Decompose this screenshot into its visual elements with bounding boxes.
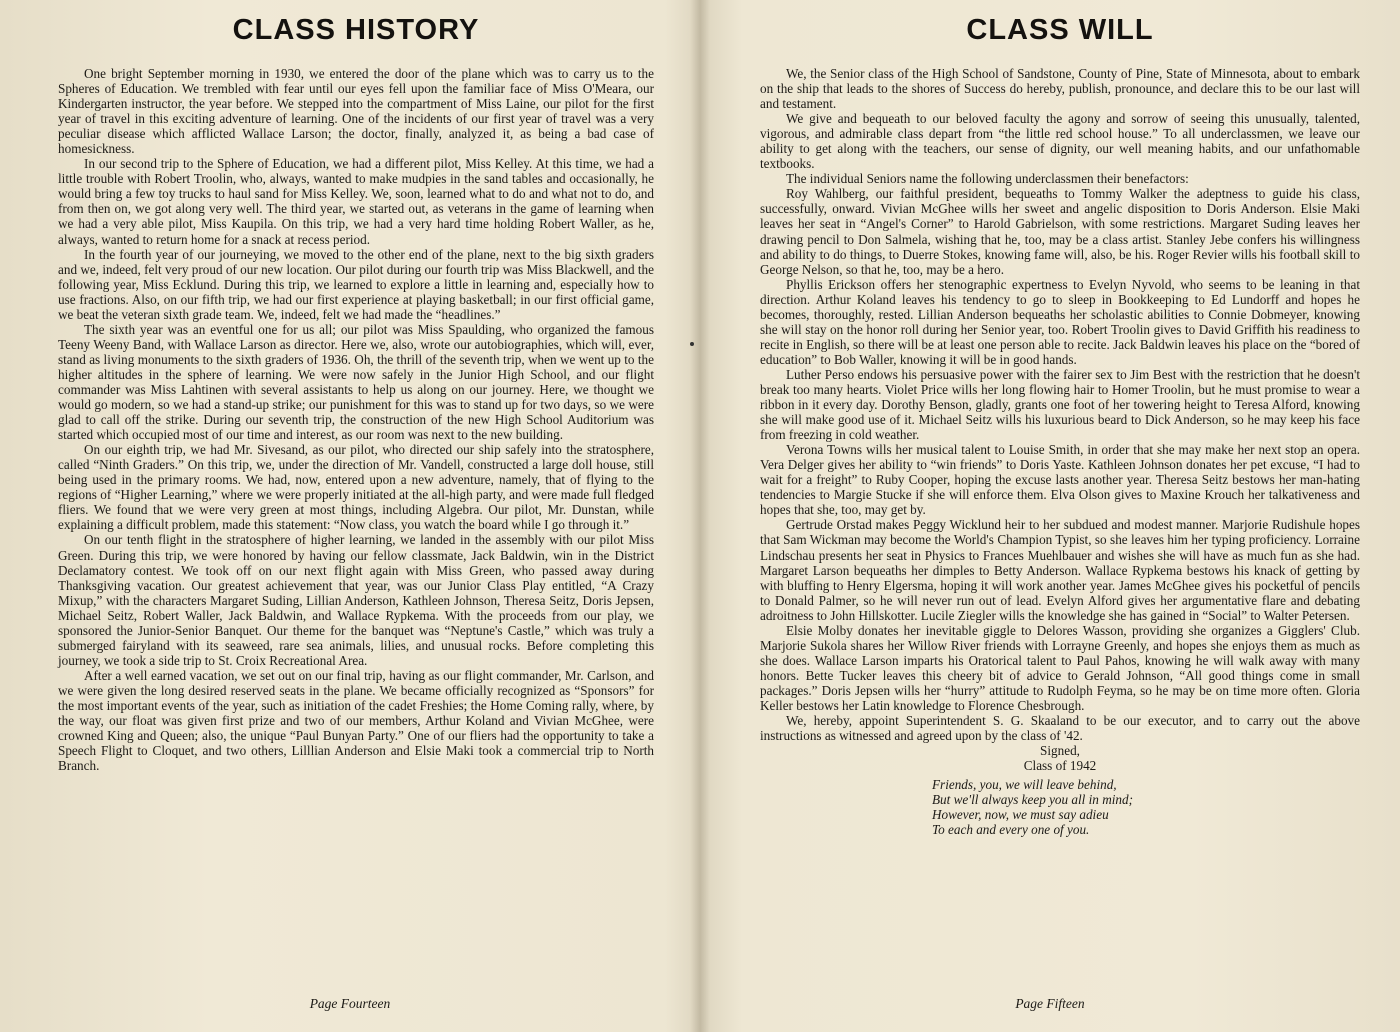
paragraph: One bright September morning in 1930, we entered the door of the plane which was to carry us to the Spheres of Education. We trembled with fear until our eyes fell upon the familiar face of Miss O'Meara, our Kindergarten instructor, the year before. We stepped into the compartment of Miss Laine, our pilot for the first year of travel in this exciting adventure of learning. One of the incidents of our first year of travel was a very peculiar disease which afflicted Wallace Larson; the doctor, finally, analyzed it, as being a bad case of homesickness. <box>58 66 654 157</box>
paragraph: We, hereby, appoint Superintendent S. G. Skaaland to be our executor, and to carry out the above instructions as witnessed and agreed upon by the class of '42. <box>760 713 1360 744</box>
page-number-right: Page Fifteen <box>1015 996 1085 1011</box>
poem-line: However, now, we must say adieu <box>932 807 1109 823</box>
right-page <box>700 0 1400 1032</box>
paragraph: Elsie Molby donates her inevitable giggle to Delores Wasson, providing she organizes a Gigglers' Club. Marjorie Sukola shares her Willow River friends with Lorrayne Greenly, and hopes she enjoys them as much as she does. Wallace Larson imparts his Oratorical talent to Paul Pahos, knowing he will walk away with many honors. Bette Tucker leaves this cheery bit of advice to Gerald Johnson, “All good things come in small packages.” Doris Jepsen wills her “hurry” attitude to Rudolph Feyma, so he may be on time more often. Gloria Keller bestows her Latin knowledge to Florence Chesbrough. <box>760 622 1360 713</box>
paragraph: The sixth year was an eventful one for us all; our pilot was Miss Spaulding, who organized the famous Teeny Weeny Band, with Wallace Larson as director. Here we, also, wrote our autobiographies, which will, ever, stand as living monuments to the sixth graders of 1936. Oh, the thrill of the seventh trip, when we went up to the higher altitudes in the sphere of learning. We were now safely in the Junior High School, and our flight commander was Miss Lahtinen with several assistants to help us along on our journey. Here, we thought we would go modern, so we had a stand-up strike; our punishment for this was to stand up for two days, so we were glad to call off the strike. During our seventh trip, the construction of the new High School Auditorium was started which occupied most of our time and interest, as our room was next to the new building. <box>58 321 654 443</box>
paragraph: Gertrude Orstad makes Peggy Wicklund heir to her subdued and modest manner. Marjorie Rudishule hopes that Sam Wickman may become the World's Champion Typist, so she leaves him her typing proficiency. Lorraine Lindschau presents her seat in Physics to Frances Muehlbauer and wishes she will have as much fun as she had. Margaret Larson bequeaths her dimples to Betty Anderson. Wallace Rypkema bestows his knack of getting by with bluffing to Henry Elgersma, hoping it will work another year. James McGhee gives his pocketful of pencils to Donald Palmer, so he will never run out of lead. Evelyn Alford gives her argumentative flare and debating adroitness to John Hillskotter. Lucile Ziegler wills the knowledge she has gained in “Social” to Walter Petersen. <box>760 517 1360 623</box>
farewell-poem <box>932 777 1360 837</box>
poem-line: But we'll always keep you all in mind; <box>932 792 1133 808</box>
paragraph: On our eighth trip, we had Mr. Sivesand, as our pilot, who directed our ship safely into the stratosphere, called “Ninth Graders.” On this trip, we, under the direction of Mr. Vandell, constructed a large doll house, still being used in the primary rooms. We had, now, entered upon a new adventure, namely, that of flying to the regions of “Higher Learning,” where we were properly initiated at the all-high party, and were made full fledged fliers. We found that we were very green at most things, including Algebra. Our pilot, Mr. Dunstan, while explaining a difficult problem, made this statement: “Now class, you watch the board while I go through it.” <box>58 442 654 533</box>
spine-mark <box>690 342 694 346</box>
paragraph: In the fourth year of our journeying, we moved to the other end of the plane, next to the big sixth graders and we, indeed, felt very proud of our new location. Our pilot during our fourth trip was Miss Blackwell, and the following year, Miss Ecklund. During this trip, we learned to explore a little in learning and, especially how to use fractions. Also, on our fifth trip, we had our first experience at playing basketball; in our first official game, we beat the veteran sixth grade team. We, indeed, felt we had made the “headlines.” <box>58 246 654 322</box>
class-will-text <box>760 66 1360 837</box>
paragraph: Verona Towns wills her musical talent to Louise Smith, in order that she may make her next stop an opera. Vera Delger gives her ability to “win friends” to Doris Yaste. Kathleen Johnson donates her pet excuse, “I had to wait for a freight” to Ruby Cooper, hoping the excuse lasts another year. Theresa Seitz bestows her man-hating tendencies to Margie Stucke if she will enforce them. Elva Olson gives to Maxine Krouch her talkativeness and hopes that she, too, may get by. <box>760 442 1360 518</box>
paragraph: Luther Perso endows his persuasive power with the fairer sex to Jim Best with the restriction that he doesn't break too many hearts. Violet Price wills her long flowing hair to Homer Troolin, but he must promise to wear a ribbon in it every day. Dorothy Benson, gladly, grants one foot of her towering height to Teresa Alford, knowing she will make good use of it. Michael Seitz wills his luxurious beard to Dick Anderson, so he may keep his face from freezing in cold weather. <box>760 366 1360 443</box>
poem-line: To each and every one of you. <box>932 822 1090 838</box>
paragraph: On our tenth flight in the stratosphere of higher learning, we landed in the assembly with our pilot Miss Green. During this trip, we were honored by having our fellow classmate, Jack Baldwin, win in the District Declamatory contest. We took off on our next flight again with Miss Green, who passed away during Thanksgiving vacation. Our greatest achievement that year, was our Junior Class Play entitled, “A Crazy Mixup,” with the characters Margaret Suding, Lillian Anderson, Kathleen Johnson, Theresa Seitz, Doris Jepsen, Michael Seitz, Robert Waller, Jack Baldwin, and Wallace Rypkema. With the proceeds from our play, we sponsored the Junior-Senior Banquet. Our theme for the banquet was “Neptune's Castle,” which was truly a submerged fairyland with its seaweed, rare sea animals, lilies, and unusual rocks. Before completing this journey, we took a side trip to St. Croix Recreational Area. <box>58 532 654 668</box>
paragraph: Phyllis Erickson offers her stenographic expertness to Evelyn Nyvold, who seems to be leaning in that direction. Arthur Koland leaves his tendency to go to sleep in Bookkeeping to Ed Lundorff and hopes he becomes, thoroughly, rested. Lillian Anderson bequeaths her scholastic abilities to Connie Dobmeyer, knowing she will stay on the honor roll during her Senior year, too. Robert Troolin gives to David Griffith his readiness to recite in English, so there will be at least one person able to recite. Jack Baldwin leaves his place on the “bored of education” to Bob Waller, knowing it will be in good hands. <box>760 276 1360 367</box>
class-signature: Class of 1942 <box>1023 758 1097 774</box>
page-title-class-will: CLASS WILL <box>966 14 1154 46</box>
paragraph: We, the Senior class of the High School of Sandstone, County of Pine, State of Minnesota, about to embark on the ship that leads to the shores of Success do hereby, publish, pronounce, and declare this to be our last will and testament. <box>760 66 1360 112</box>
signature-block <box>760 743 1360 773</box>
paragraph: After a well earned vacation, we set out on our final trip, having as our flight commander, Mr. Carlson, and we were given the long desired reserved seats in the plane. We became officially recognized as “Sponsors” for the most important events of the year, such as initiation of the cadet Freshies; the Home Coming rally, where, by the way, our float was given first prize and two of our members, Arthur Koland and Vivian McGhee, were crowned King and Queen; also, the unique “Paul Bunyan Party.” One of our fliers had the opportunity to take a Speech Flight to Cloquet, and two others, Lilllian Anderson and Elsie Maki took a commercial trip to North Branch. <box>58 667 654 774</box>
class-history-text <box>58 66 654 773</box>
paragraph: Roy Wahlberg, our faithful president, bequeaths to Tommy Walker the adeptness to guide his class, successfully, onward. Vivian McGhee wills her sweet and angelic disposition to Doris Anderson. Elsie Maki leaves her seat in “Angel's Corner” to Harold Gabrielson, with some restrictions. Margaret Suding leaves her drawing pencil to Don Salmela, wishing that he, too, may be a class artist. Stanley Jebe confers his willingness and ability to do things, to Duerre Stokes, knowing fame will, also, be his. Roger Revier wills his football skill to George Nelson, so that he, too, may be a hero. <box>760 186 1360 277</box>
paragraph: The individual Seniors name the following underclassmen their benefactors: <box>786 171 1189 187</box>
page-title-class-history: CLASS HISTORY <box>232 14 480 46</box>
signed-label: Signed, <box>1040 743 1080 759</box>
page-number-left: Page Fourteen <box>309 996 391 1011</box>
poem-line: Friends, you, we will leave behind, <box>932 777 1117 793</box>
paragraph: In our second trip to the Sphere of Education, we had a different pilot, Miss Kelley. At this time, we had a little trouble with Robert Troolin, who, always, wanted to make mudpies in the sand tables and occasionally, he would bring a few toy trucks to haul sand for Miss Kelley. We, soon, learned what to do and what not to do, and from then on, we got along very well. The third year, we started out, as veterans in the game of learning when we had a very able pilot, Miss Kaupila. On this trip, we had a very hard time holding Robert Waller, as he, always, wanted to return home for a snack at recess period. <box>58 156 654 247</box>
paragraph: We give and bequeath to our beloved faculty the agony and sorrow of seeing this unusually, talented, vigorous, and admirable class depart from “the little red school house.” To all underclassmen, we leave our ability to get along with the teachers, our sense of dignity, our well meaning habits, and our unfathomable textbooks. <box>760 111 1360 172</box>
